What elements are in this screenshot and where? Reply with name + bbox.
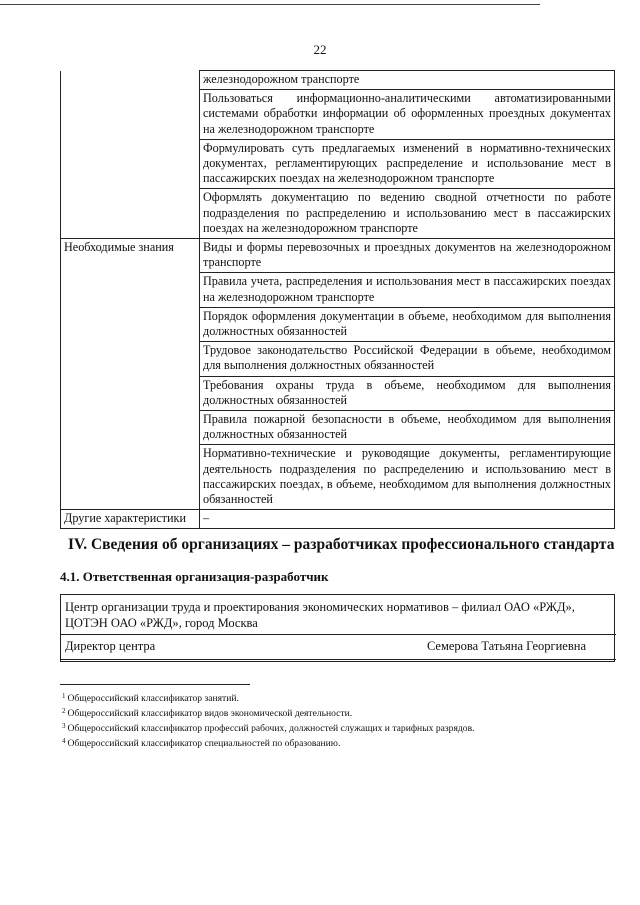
footnote xyxy=(62,690,622,705)
table-row xyxy=(61,510,615,529)
footnote xyxy=(62,720,622,735)
footnote-number: 2 xyxy=(62,707,66,715)
organization-name: Центр организации труда и проектирования экономических нормативов – филиал ОАО «РЖД», ЦОТЭН ОАО «РЖД», город Москва xyxy=(65,600,575,630)
top-rule xyxy=(0,4,540,5)
table-cell: железнодорожном транспорте xyxy=(200,71,615,90)
row-label xyxy=(61,71,200,239)
footnote xyxy=(62,735,622,750)
table-cell: Требования охраны труда в объеме, необходимом для выполнения должностных обязанностей xyxy=(200,376,615,410)
table-row xyxy=(61,239,615,273)
signature-line xyxy=(61,659,616,660)
footnote-rule xyxy=(60,684,250,685)
table-cell: Порядок оформления документации в объеме, необходимом для выполнения должностных обязанностей xyxy=(200,307,615,341)
table-cell: Трудовое законодательство Российской Федерации в объеме, необходимом для выполнения должностных обязанностей xyxy=(200,342,615,376)
table-cell: Пользоваться информационно-аналитическими автоматизированными системами обработки информации об оформленных проездных документах на железнодорожном транспорте xyxy=(200,90,615,140)
row-label-required-knowledge: Необходимые знания xyxy=(61,239,200,510)
skills-knowledge-table xyxy=(60,70,615,529)
footnote-number: 3 xyxy=(62,722,66,730)
footnote-text: Общероссийский классификатор специальностей по образованию. xyxy=(67,738,341,749)
table-cell: Правила учета, распределения и использования мест в пассажирских поездах на железнодорожном транспорте xyxy=(200,273,615,307)
organization-box xyxy=(60,594,615,662)
footnotes xyxy=(62,690,622,750)
table-cell: Формулировать суть предлагаемых изменений в нормативно-технических документах, регламентирующих распределение и использование мест в пассажирских поездах на железнодорожном транспорте xyxy=(200,139,615,189)
footnote-text: Общероссийский классификатор занятий. xyxy=(67,693,239,704)
page-number: 22 xyxy=(313,42,327,57)
director-name: Семерова Татьяна Георгиевна xyxy=(426,639,586,653)
table-cell: – xyxy=(200,510,615,529)
table-cell: Оформлять документацию по ведению сводной отчетности по работе подразделения по распределению и использованию мест в пассажирских поездах на железнодорожном транспорте xyxy=(200,189,615,239)
table-cell: Виды и формы перевозочных и проездных документов на железнодорожном транспорте xyxy=(200,239,615,273)
section-title: IV. Сведения об организациях – разработчиках профессионального стандарта xyxy=(68,536,615,553)
footnote-number: 1 xyxy=(62,692,66,700)
row-label-other-characteristics: Другие характеристики xyxy=(61,510,200,529)
table-cell: Правила пожарной безопасности в объеме, необходимом для выполнения должностных обязанностей xyxy=(200,411,615,445)
director-title: Директор центра xyxy=(65,639,156,653)
subsection-title: 4.1. Ответственная организация-разработчик xyxy=(60,569,329,584)
table-row xyxy=(61,71,615,90)
table-cell: Нормативно-технические и руководящие документы, регламентирующие деятельность подразделения по распределению и использованию мест в пассажирских поездах, в объеме, необходимом для выполнения должностных обязанностей xyxy=(200,445,615,510)
footnote-text: Общероссийский классификатор видов экономической деятельности. xyxy=(67,708,353,719)
footnote-number: 4 xyxy=(62,737,66,745)
organization-divider xyxy=(61,634,616,635)
footnote xyxy=(62,705,622,720)
footnote-text: Общероссийский классификатор профессий рабочих, должностей служащих и тарифных разрядов. xyxy=(67,723,475,734)
